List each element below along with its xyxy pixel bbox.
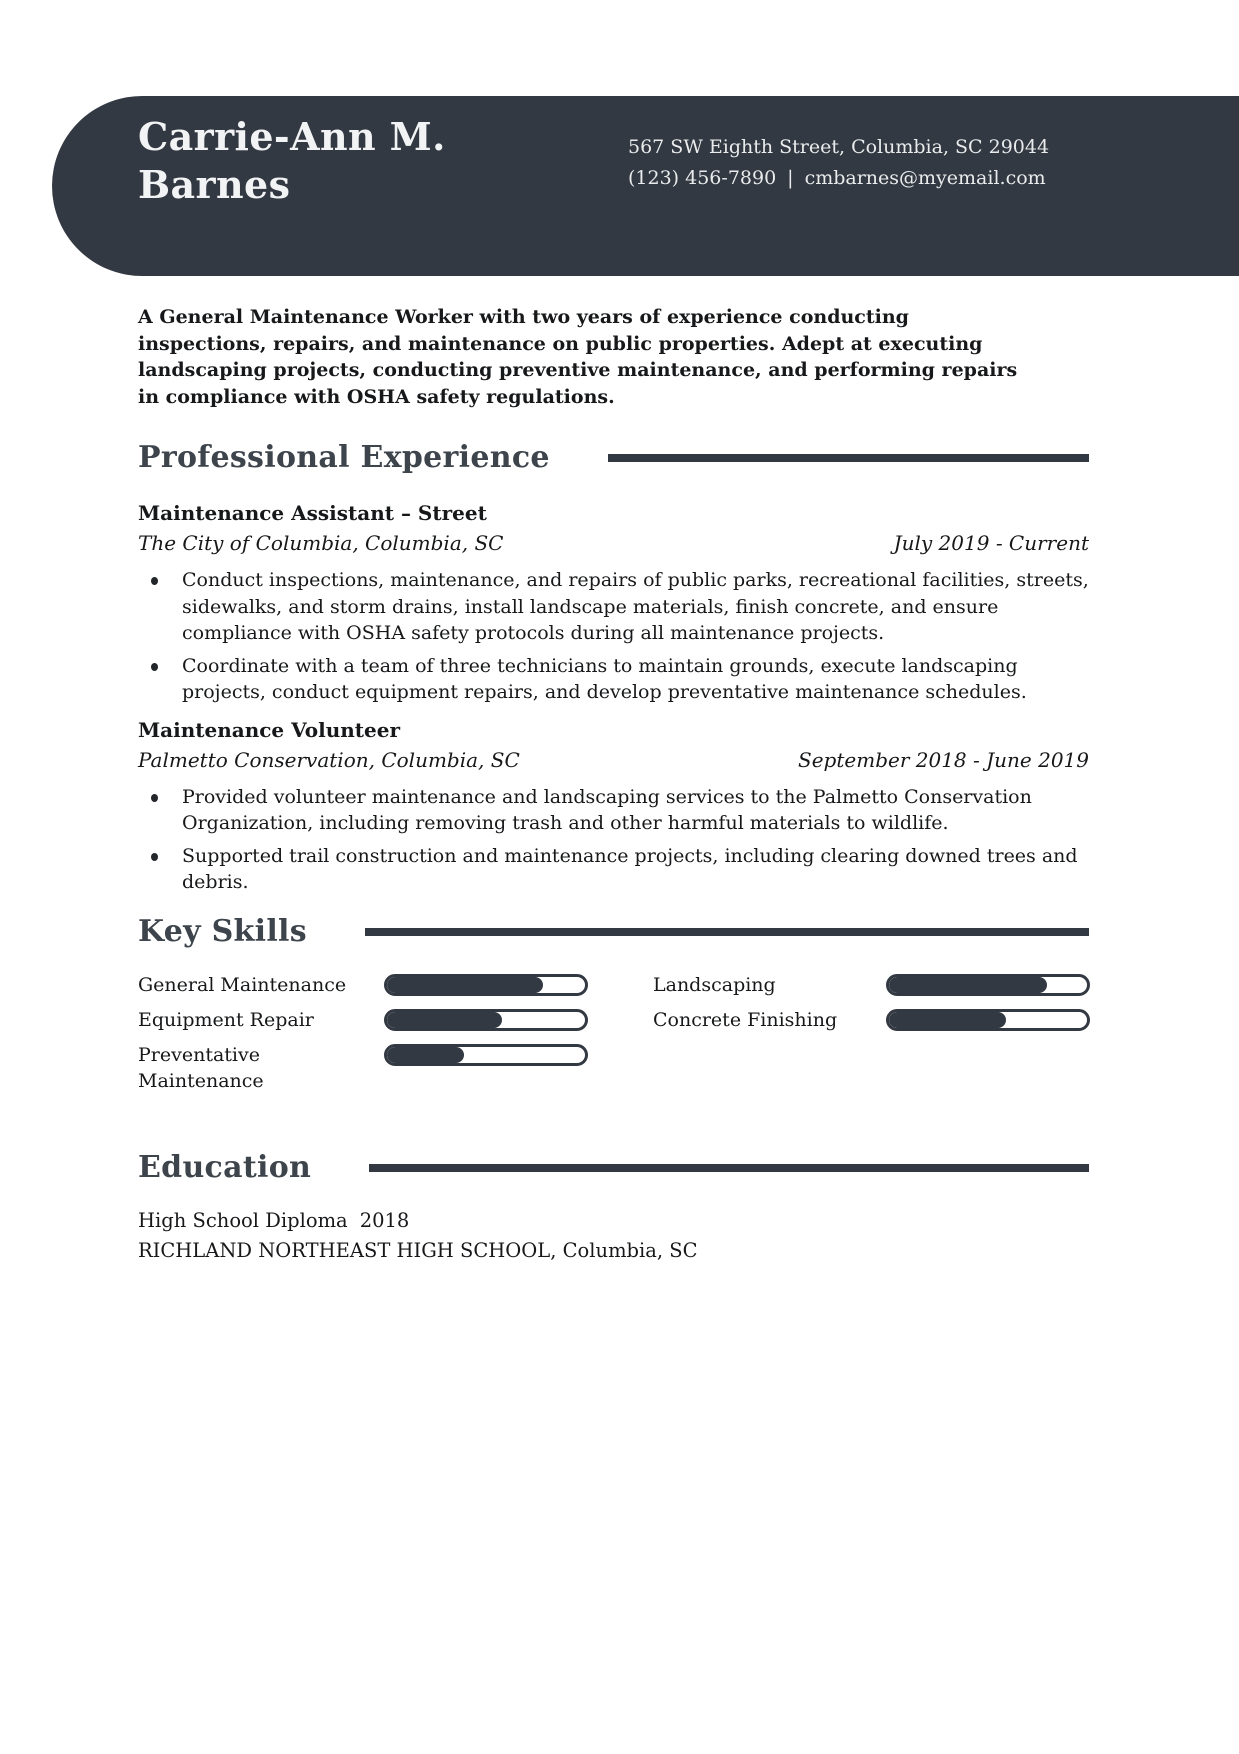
job-title: Maintenance Volunteer bbox=[138, 717, 401, 742]
contact-email: cmbarnes@myemail.com bbox=[804, 167, 1046, 189]
section-header bbox=[138, 1150, 1089, 1186]
contact-phone: (123) 456-7890 bbox=[628, 167, 777, 189]
skill-bar-equipment-repair bbox=[384, 1009, 588, 1031]
job-bullet: Coordinate with a team of three technicians to maintain grounds, execute landscaping projects, conduct equipment repairs, and develop preventative maintenance schedules. bbox=[138, 653, 1089, 706]
skill-label: Concrete Finishing bbox=[653, 1009, 838, 1031]
job-dates: July 2019 - Current bbox=[893, 531, 1089, 555]
section-rule bbox=[365, 928, 1089, 936]
skill-fill bbox=[889, 977, 1047, 993]
job-company: The City of Columbia, Columbia, SC bbox=[138, 531, 504, 555]
job-bullet: Provided volunteer maintenance and landscaping services to the Palmetto Conservation Organization, including removing trash and other harmful materials to wildlife. bbox=[138, 784, 1089, 837]
skill-bar-general-maintenance bbox=[384, 974, 588, 996]
skill-label: Preventative Maintenance bbox=[138, 1044, 264, 1092]
job-entry bbox=[138, 500, 1089, 706]
skills-grid bbox=[138, 972, 1089, 1094]
section-header bbox=[138, 914, 1089, 950]
section-header bbox=[138, 440, 1089, 476]
contact-separator: | bbox=[787, 167, 794, 189]
section-professional-experience bbox=[138, 440, 1089, 902]
contact-address: 567 SW Eighth Street, Columbia, SC 29044 bbox=[628, 136, 1050, 158]
job-meta-row bbox=[138, 529, 1089, 557]
skill-fill bbox=[387, 1012, 502, 1028]
skill-fill bbox=[387, 1047, 464, 1063]
education-degree-line bbox=[138, 1206, 1089, 1236]
skill-label: Equipment Repair bbox=[138, 1009, 314, 1031]
job-title: Maintenance Assistant – Street bbox=[138, 501, 487, 525]
section-rule bbox=[608, 454, 1089, 462]
skill-fill bbox=[889, 1012, 1006, 1028]
professional-summary: A General Maintenance Worker with two years of experience conducting inspections, repairs, and maintenance on public properties. Adept at executing landscaping projects, conducting preventive maintenance, and performing repairs in compliance with OSHA safety regulations. bbox=[138, 306, 1018, 408]
section-key-skills bbox=[138, 914, 1089, 1094]
education-degree: High School Diploma bbox=[138, 1209, 348, 1232]
job-entry bbox=[138, 717, 1089, 896]
section-title-education: Education bbox=[138, 1150, 312, 1185]
section-education bbox=[138, 1150, 1089, 1266]
education-school: RICHLAND NORTHEAST HIGH SCHOOL, Columbia, SC bbox=[138, 1239, 698, 1262]
skill-label: Landscaping bbox=[653, 974, 776, 996]
job-bullet-list bbox=[138, 784, 1089, 896]
section-title-key-skills: Key Skills bbox=[138, 914, 307, 949]
skill-bar-preventative-maintenance bbox=[384, 1044, 588, 1066]
skill-bar-concrete-finishing bbox=[886, 1009, 1090, 1031]
job-bullet: Conduct inspections, maintenance, and repairs of public parks, recreational facilities, streets, sidewalks, and storm drains, install landscape materials, finish concrete, and ensure compliance with OSHA safety protocols during all maintenance projects. bbox=[138, 567, 1089, 647]
header-band bbox=[52, 96, 1239, 276]
skill-fill bbox=[387, 977, 543, 993]
education-year: 2018 bbox=[359, 1209, 410, 1232]
skill-bar-landscaping bbox=[886, 974, 1090, 996]
job-company: Palmetto Conservation, Columbia, SC bbox=[138, 747, 520, 772]
contact-line-2 bbox=[628, 163, 1049, 194]
job-dates: September 2018 - June 2019 bbox=[798, 747, 1089, 772]
job-bullet: Supported trail construction and maintenance projects, including clearing downed trees and debris. bbox=[138, 843, 1089, 896]
skill-label: General Maintenance bbox=[138, 974, 347, 996]
job-bullet-list bbox=[138, 567, 1089, 706]
job-meta-row bbox=[138, 746, 1089, 774]
contact-block bbox=[628, 132, 1049, 194]
section-rule bbox=[369, 1164, 1089, 1172]
section-title-professional-experience: Professional Experience bbox=[138, 440, 550, 475]
candidate-name bbox=[138, 113, 446, 209]
candidate-name-line-2: Barnes bbox=[138, 162, 291, 207]
candidate-name-line-1: Carrie-Ann M. bbox=[138, 114, 446, 159]
